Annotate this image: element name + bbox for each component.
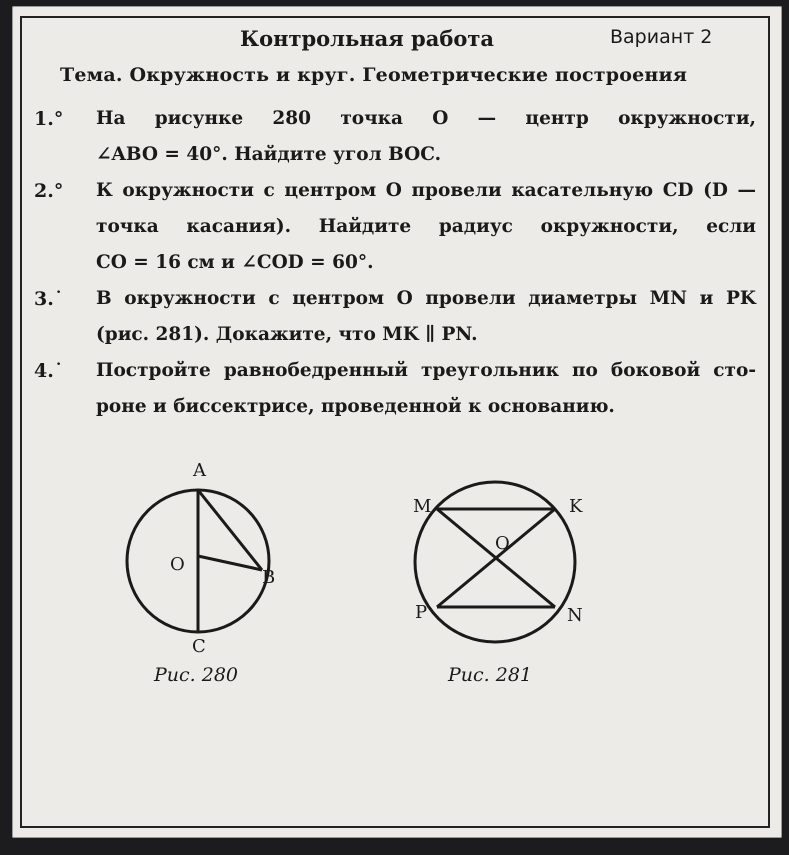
problem-line: К окружности с центром O провели касательную CD (D — bbox=[96, 180, 756, 201]
header bbox=[12, 26, 782, 60]
circle bbox=[415, 482, 575, 642]
worksheet-frame bbox=[20, 16, 770, 828]
problem-line: роне и биссектрисе, проведенной к основанию. bbox=[96, 396, 615, 417]
figure-281 bbox=[397, 476, 607, 656]
problem-line: На рисунке 280 точка O — центр окружности, bbox=[96, 108, 756, 129]
problem-line: CO = 16 см и ∠COD = 60°. bbox=[96, 252, 374, 273]
label-o: O bbox=[170, 554, 185, 575]
figure-280 bbox=[112, 446, 302, 656]
problem-number: 4.˙ bbox=[34, 360, 64, 382]
page-title: Контрольная работа bbox=[240, 26, 494, 51]
label-k: K bbox=[569, 496, 583, 517]
problem-line: ∠ABO = 40°. Найдите угол BOC. bbox=[96, 144, 442, 165]
label-n: N bbox=[567, 605, 583, 626]
problem-number: 2.° bbox=[34, 180, 64, 202]
label-o: O bbox=[495, 533, 510, 554]
label-m: M bbox=[413, 496, 432, 517]
problem-line: Постройте равнобедренный треугольник по боковой сто- bbox=[96, 360, 756, 381]
label-p: P bbox=[415, 602, 428, 623]
worksheet bbox=[12, 6, 782, 838]
variant-label: Вариант 2 bbox=[610, 26, 713, 48]
topic-line: Тема. Окружность и круг. Геометрические построения bbox=[60, 64, 688, 86]
label-c: C bbox=[192, 636, 206, 656]
label-a: A bbox=[193, 460, 206, 481]
figure-281-caption: Рис. 281 bbox=[448, 664, 533, 686]
problem-line: точка касания). Найдите радиус окружности, если bbox=[96, 216, 756, 237]
problem-number: 1.° bbox=[34, 108, 64, 130]
label-b: B bbox=[262, 567, 276, 588]
problem-line: (рис. 281). Докажите, что MK ∥ PN. bbox=[96, 324, 478, 345]
problem-line: В окружности с центром O провели диаметры MN и PK bbox=[96, 288, 756, 309]
problem-number: 3.˙ bbox=[34, 288, 64, 310]
figure-280-caption: Рис. 280 bbox=[154, 664, 239, 686]
